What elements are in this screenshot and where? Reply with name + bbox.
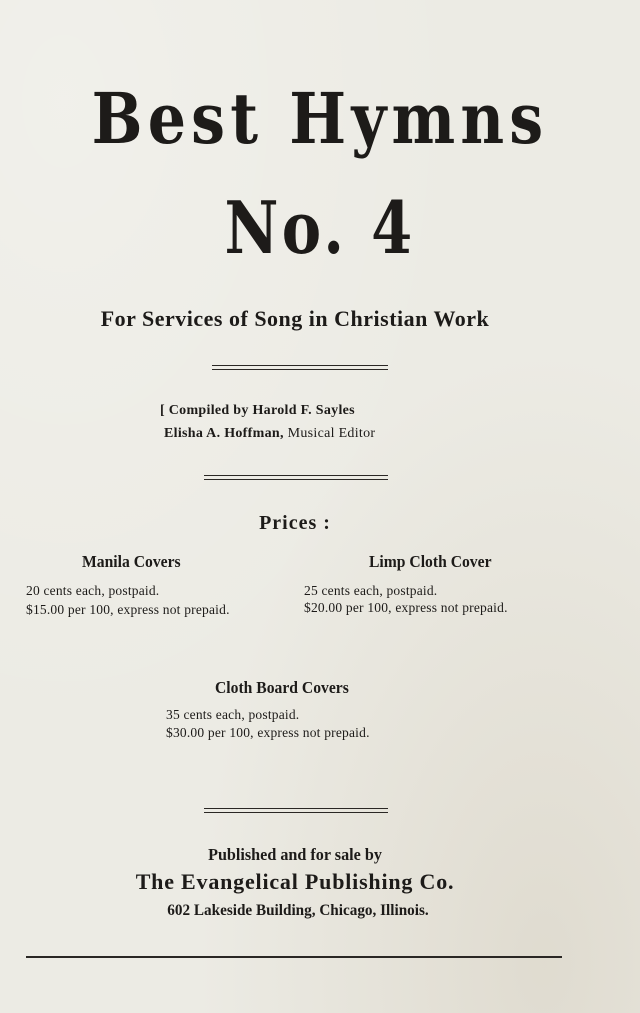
board-price-each: 35 cents each, postpaid.	[166, 707, 300, 722]
divider-rule	[204, 808, 388, 813]
divider-rule	[212, 365, 388, 370]
divider-rule	[204, 475, 388, 480]
compiler-credit: [ Compiled by Harold F. Sayles	[160, 403, 355, 418]
editor-role: Musical Editor	[287, 426, 376, 441]
publisher-name: The Evangelical Publishing Co.	[135, 869, 455, 894]
prices-heading: Prices :	[259, 512, 331, 534]
bottom-rule	[26, 956, 562, 958]
manila-covers-heading: Manila Covers	[82, 552, 181, 571]
board-price-hundred: $30.00 per 100, express not prepaid.	[166, 725, 370, 740]
limp-cloth-heading: Limp Cloth Cover	[369, 552, 492, 571]
book-title: Best Hymns	[91, 77, 549, 160]
limp-price-hundred: $20.00 per 100, express not prepaid.	[304, 600, 508, 615]
editor-name: Elisha A. Hoffman,	[164, 426, 284, 441]
manila-price-hundred: $15.00 per 100, express not prepaid.	[26, 602, 230, 617]
cloth-board-heading: Cloth Board Covers	[215, 678, 349, 697]
limp-price-each: 25 cents each, postpaid.	[304, 583, 438, 598]
publisher-intro: Published and for sale by	[208, 845, 382, 864]
manila-price-each: 20 cents each, postpaid.	[26, 583, 160, 598]
book-subtitle: For Services of Song in Christian Work	[100, 306, 490, 331]
publisher-address: 602 Lakeside Building, Chicago, Illinois.	[167, 902, 429, 919]
editor-credit	[164, 426, 375, 442]
book-number: No. 4	[224, 185, 416, 270]
